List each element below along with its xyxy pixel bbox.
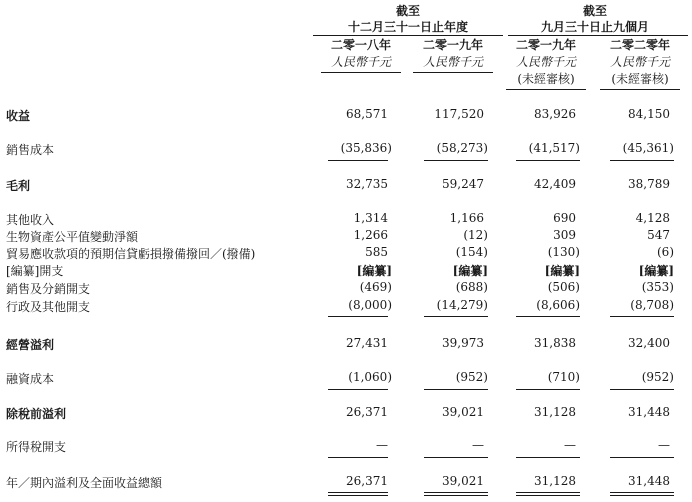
row-value: 26,371 [346, 405, 388, 419]
row-value: (1,060) [348, 370, 392, 384]
total-rule [610, 495, 674, 496]
group-header-nine-months [502, 3, 688, 35]
total-rule [424, 492, 488, 493]
row-value: (58,273) [436, 141, 488, 155]
row-value: 31,128 [534, 405, 576, 419]
total-rule [328, 495, 388, 496]
row-value: 1,266 [353, 228, 388, 242]
row-label: 貿易應收款項的預期信貸虧損撥備撥回／(撥備) [6, 247, 256, 261]
group-title-1: 截至 [395, 4, 420, 18]
row-label: 融資成本 [6, 372, 55, 386]
row-label: 其他收入 [6, 213, 55, 227]
row-value: 39,021 [442, 405, 484, 419]
row-value: (710) [547, 370, 580, 384]
column-header-9m-2019 [500, 37, 592, 88]
group-underline-nine-months [508, 35, 688, 36]
row-value: (130) [547, 245, 580, 259]
row-value: (8,708) [630, 298, 674, 312]
row-value: 32,735 [346, 177, 388, 191]
row-value: 690 [553, 211, 576, 225]
row-value: 39,973 [442, 336, 484, 350]
group-title-2: 十二月三十一日止年度 [347, 20, 468, 34]
column-year: 二零二零年 [609, 38, 670, 52]
row-label: 行政及其他開支 [6, 300, 91, 314]
group-title-1: 截至 [582, 4, 607, 18]
column-year: 二零一九年 [515, 38, 576, 52]
row-label: 所得稅開支 [6, 440, 67, 454]
subtotal-rule [328, 160, 388, 161]
row-value: [編纂] [638, 264, 674, 278]
subtotal-rule [328, 389, 388, 390]
row-value: 31,448 [628, 405, 670, 419]
row-value: (8,000) [348, 298, 392, 312]
row-value: 585 [365, 245, 388, 259]
row-label: 年／期內溢利及全面收益總額 [6, 476, 163, 490]
row-value: (41,517) [528, 141, 580, 155]
total-rule [610, 492, 674, 493]
subtotal-rule [328, 457, 388, 458]
row-value: — [376, 438, 388, 452]
subtotal-rule [424, 160, 488, 161]
column-year: 二零一九年 [422, 38, 483, 52]
row-value: 27,431 [346, 336, 388, 350]
row-value: 42,409 [534, 177, 576, 191]
subtotal-rule [516, 316, 580, 317]
subtotal-rule [610, 160, 674, 161]
column-unit: 人民幣千元 [609, 55, 670, 69]
subtotal-rule [424, 389, 488, 390]
row-value: 31,128 [534, 474, 576, 488]
row-label: 銷售成本 [6, 143, 55, 157]
row-label: [編纂]開支 [6, 264, 64, 278]
column-header-2018 [318, 37, 404, 71]
subtotal-rule [516, 160, 580, 161]
group-title-2: 九月三十日止九個月 [540, 20, 649, 34]
column-note: (未經審核) [611, 72, 669, 86]
row-value: 59,247 [442, 177, 484, 191]
total-rule [516, 492, 580, 493]
total-rule [516, 495, 580, 496]
row-value: (353) [641, 280, 674, 294]
row-value: 4,128 [635, 211, 670, 225]
row-label: 生物資產公平值變動淨額 [6, 230, 139, 244]
row-value: 1,166 [449, 211, 484, 225]
total-rule [424, 495, 488, 496]
row-value: [編纂] [544, 264, 580, 278]
row-value: 26,371 [346, 474, 388, 488]
row-value: 38,789 [628, 177, 670, 191]
subtotal-rule [424, 316, 488, 317]
row-value: (952) [455, 370, 488, 384]
subtotal-rule [516, 457, 580, 458]
row-value: — [564, 438, 576, 452]
column-unit: 人民幣千元 [422, 55, 483, 69]
row-value: (506) [547, 280, 580, 294]
row-label: 毛利 [6, 179, 31, 193]
total-rule [328, 492, 388, 493]
row-value: (154) [455, 245, 488, 259]
subtotal-rule [610, 316, 674, 317]
column-underline-9m-2020 [600, 89, 680, 90]
row-value: — [658, 438, 670, 452]
row-value: 309 [553, 228, 576, 242]
subtotal-rule [328, 316, 388, 317]
row-value: 68,571 [346, 107, 388, 121]
row-value: (952) [641, 370, 674, 384]
row-value: (14,279) [436, 298, 488, 312]
row-value: 32,400 [628, 336, 670, 350]
column-underline-9m-2019 [506, 89, 586, 90]
subtotal-rule [516, 389, 580, 390]
row-value: [編纂] [356, 264, 392, 278]
row-value: 83,926 [534, 107, 576, 121]
row-value: 39,021 [442, 474, 484, 488]
row-label: 經營溢利 [6, 338, 55, 352]
row-value: (8,606) [536, 298, 580, 312]
row-value: 31,838 [534, 336, 576, 350]
column-year: 二零一八年 [330, 38, 391, 52]
row-label: 銷售及分銷開支 [6, 282, 91, 296]
subtotal-rule [424, 457, 488, 458]
row-value: 31,448 [628, 474, 670, 488]
row-value: (688) [455, 280, 488, 294]
row-value: (469) [359, 280, 392, 294]
row-value: — [472, 438, 484, 452]
row-label: 收益 [6, 109, 31, 123]
column-underline-2018 [321, 72, 401, 73]
group-header-annual [313, 3, 503, 35]
column-note: (未經審核) [517, 72, 575, 86]
row-value: 117,520 [434, 107, 484, 121]
row-value: 547 [647, 228, 670, 242]
row-value: 84,150 [628, 107, 670, 121]
row-label: 除稅前溢利 [6, 407, 67, 421]
row-value: [編纂] [452, 264, 488, 278]
row-value: (35,836) [340, 141, 392, 155]
column-header-2019 [410, 37, 496, 71]
group-underline-annual [313, 35, 503, 36]
subtotal-rule [610, 457, 674, 458]
row-value: 1,314 [353, 211, 388, 225]
row-value: (12) [463, 228, 488, 242]
row-value: (6) [657, 245, 674, 259]
subtotal-rule [610, 389, 674, 390]
column-unit: 人民幣千元 [515, 55, 576, 69]
column-underline-2019 [413, 72, 493, 73]
column-header-9m-2020 [594, 37, 686, 88]
column-unit: 人民幣千元 [330, 55, 391, 69]
row-value: (45,361) [622, 141, 674, 155]
